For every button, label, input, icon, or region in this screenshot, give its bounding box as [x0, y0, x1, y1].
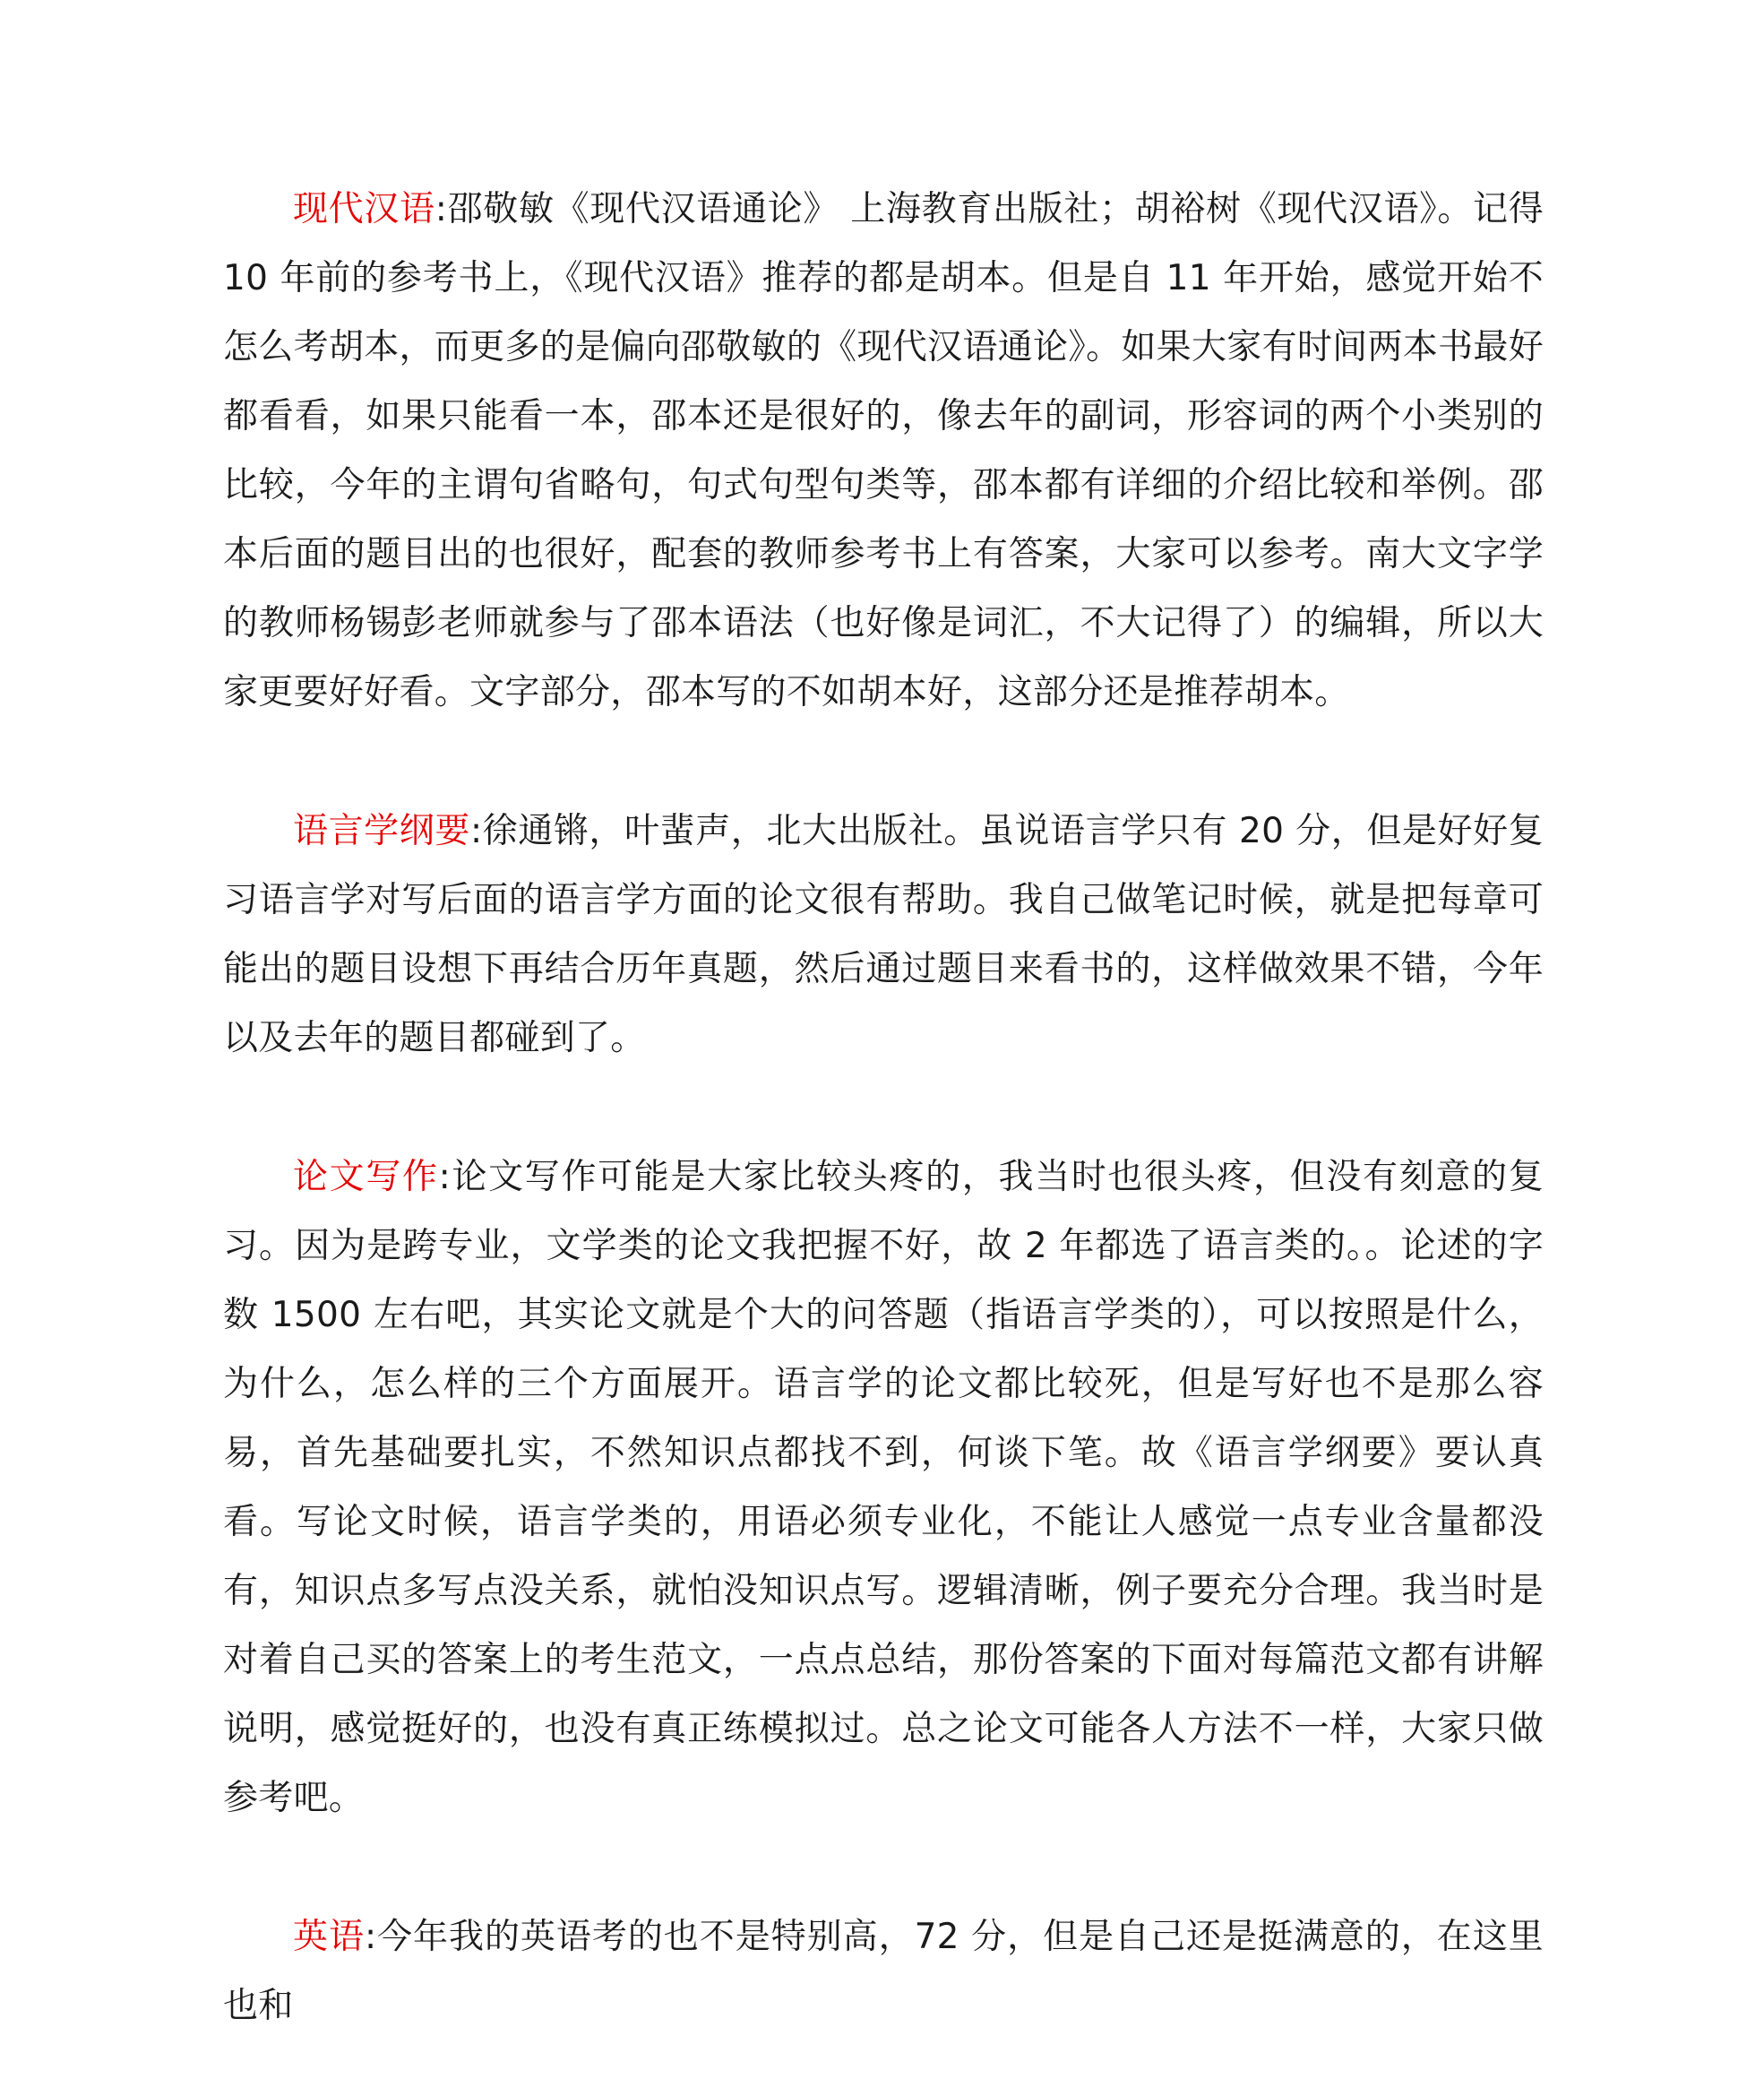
paragraph-body: 论文写作可能是大家比较头疼的，我当时也很头疼，但没有刻意的复习。因为是跨专业，文学类的论文我把握不好，故 2 年都选了语言类的。。论述的字数 1500 左右吧，其实论文就是个大的问答题（指语言学类的），可以按照是什么，为什么，怎么样的三个方面展开。语言学的论文都比较死，但是写好也不是那么容易，首先基础要扎实，不然知识点都找不到，何谈下笔。故《语言学纲要》要认真看。写论文时候，语言学类的，用语必须专业化，不能让人感觉一点专业含量都没有，知识点多写点没关系，就怕没知识点写。逻辑清晰，例子要充分合理。我当时是对着自己买的答案上的考生范文，一点点总结，那份答案的下面对每篇范文都有讲解说明，感觉挺好的，也没有真正练模拟过。总之论文可能各人方法不一样，大家只做参考吧。 [223, 1157, 1544, 1818]
heading-colon: : [364, 1917, 377, 1957]
document-page [223, 175, 1544, 2040]
paragraph-linguistics-outline [223, 797, 1544, 1073]
heading-colon: : [469, 811, 483, 851]
paragraph-heading: 现代汉语 [293, 189, 435, 229]
heading-colon: : [438, 1157, 452, 1197]
heading-colon: : [435, 189, 448, 229]
paragraph-heading: 英语 [293, 1917, 365, 1957]
paragraph-heading: 论文写作 [293, 1157, 439, 1197]
paragraph-body: 徐通锵，叶蜚声，北大出版社。虽说语言学只有 20 分，但是好好复习语言学对写后面的语言学方面的论文很有帮助。我自己做笔记时候，就是把每章可能出的题目设想下再结合历年真题，然后通过题目来看书的，这样做效果不错，今年以及去年的题目都碰到了。 [223, 811, 1544, 1058]
paragraph-body: 今年我的英语考的也不是特别高，72 分，但是自己还是挺满意的，在这里也和 [223, 1917, 1544, 2026]
paragraph-body: 邵敬敏《现代汉语通论》 上海教育出版社；胡裕树《现代汉语》。记得 10 年前的参考书上，《现代汉语》推荐的都是胡本。但是自 11 年开始，感觉开始不怎么考胡本，而更多的是偏向邵敬敏的《现代汉语通论》。如果大家有时间两本书最好都看看，如果只能看一本，邵本还是很好的，像去年的副词，形容词的两个小类别的比较，今年的主谓句省略句，句式句型句类等，邵本都有详细的介绍比较和举例。邵本后面的题目出的也很好，配套的教师参考书上有答案，大家可以参考。南大文字学的教师杨锡彭老师就参与了邵本语法（也好像是词汇，不大记得了）的编辑，所以大家更要好好看。文字部分，邵本写的不如胡本好，这部分还是推荐胡本。 [223, 189, 1545, 712]
paragraph-modern-chinese [223, 175, 1544, 727]
paragraph-english [223, 1902, 1544, 2040]
paragraph-heading: 语言学纲要 [293, 811, 470, 851]
paragraph-thesis-writing [223, 1143, 1544, 1833]
